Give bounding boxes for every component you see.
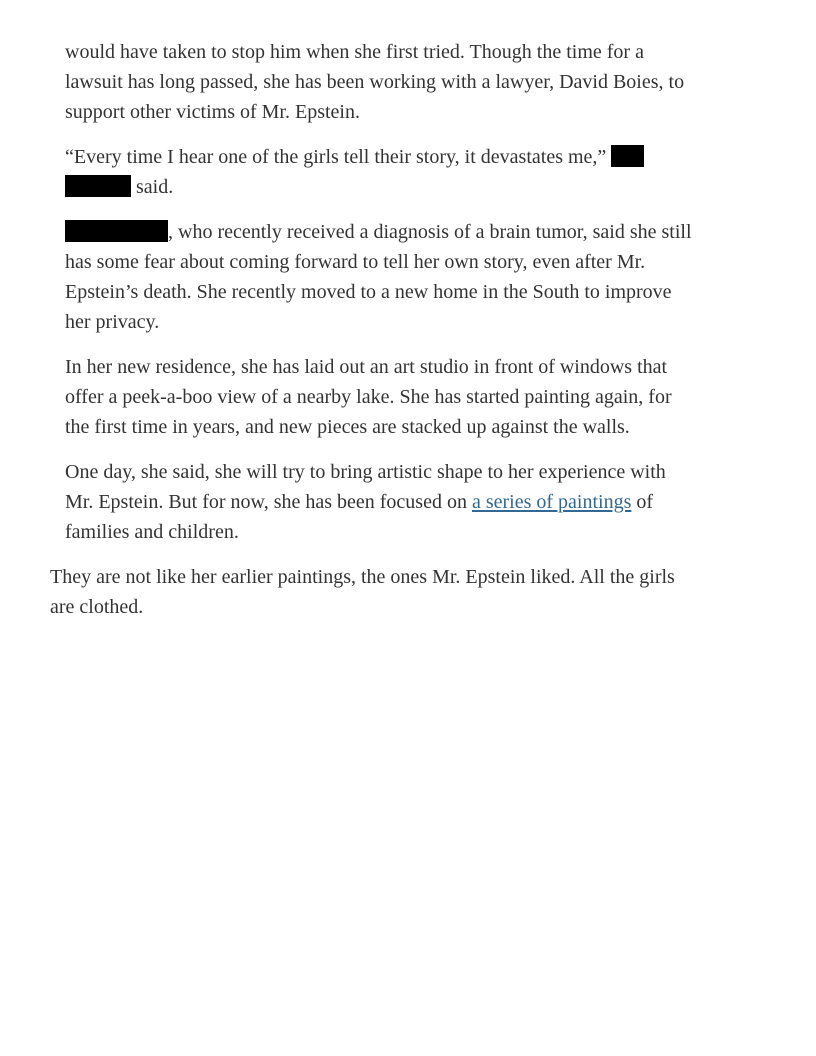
paragraph-text: Mr. Epstein. But for now, she has been focused on bbox=[65, 491, 472, 513]
paragraph-line: Epstein’s death. She recently moved to a new home in the South to improve bbox=[65, 281, 672, 303]
paragraph-4 bbox=[65, 352, 672, 442]
paragraph-line: One day, she said, she will try to bring artistic shape to her experience with bbox=[65, 461, 666, 483]
paragraph-line: are clothed. bbox=[50, 596, 144, 618]
paragraph-line bbox=[65, 217, 692, 247]
paragraph-line bbox=[65, 172, 644, 202]
paragraph-5 bbox=[65, 457, 666, 547]
paragraph-6 bbox=[50, 562, 675, 622]
paragraph-line: has some fear about coming forward to tell her own story, even after Mr. bbox=[65, 251, 646, 273]
redaction-block bbox=[65, 175, 131, 197]
redaction-block bbox=[65, 220, 168, 242]
paragraph-line: They are not like her earlier paintings, the ones Mr. Epstein liked. All the girls bbox=[50, 566, 675, 588]
paragraph-line: support other victims of Mr. Epstein. bbox=[65, 101, 360, 123]
paragraph-line: her privacy. bbox=[65, 311, 160, 333]
attribution-text: said. bbox=[131, 176, 174, 198]
paragraph-line: families and children. bbox=[65, 521, 239, 543]
paragraph-line: offer a peek-a-boo view of a nearby lake. She has started painting again, for bbox=[65, 386, 672, 408]
paragraph-2-quote bbox=[65, 142, 644, 202]
paragraph-line bbox=[65, 487, 666, 517]
paragraph-line: In her new residence, she has laid out an art studio in front of windows that bbox=[65, 356, 668, 378]
paragraph-line: the first time in years, and new pieces are stacked up against the walls. bbox=[65, 416, 630, 438]
paragraph-line: lawsuit has long passed, she has been working with a lawyer, David Boies, to bbox=[65, 71, 685, 93]
paintings-series-link[interactable]: a series of paintings bbox=[471, 491, 632, 513]
paragraph-text: of bbox=[631, 491, 654, 513]
paragraph-3 bbox=[65, 217, 692, 337]
paragraph-1 bbox=[65, 37, 684, 127]
redaction-block bbox=[611, 145, 644, 167]
paragraph-text: , who recently received a diagnosis of a brain tumor, said she still bbox=[168, 221, 692, 243]
paragraph-line: would have taken to stop him when she first tried. Though the time for a bbox=[65, 41, 644, 63]
quote-text: “Every time I hear one of the girls tell their story, it devastates me,” bbox=[65, 146, 612, 168]
paragraph-line bbox=[65, 142, 644, 172]
